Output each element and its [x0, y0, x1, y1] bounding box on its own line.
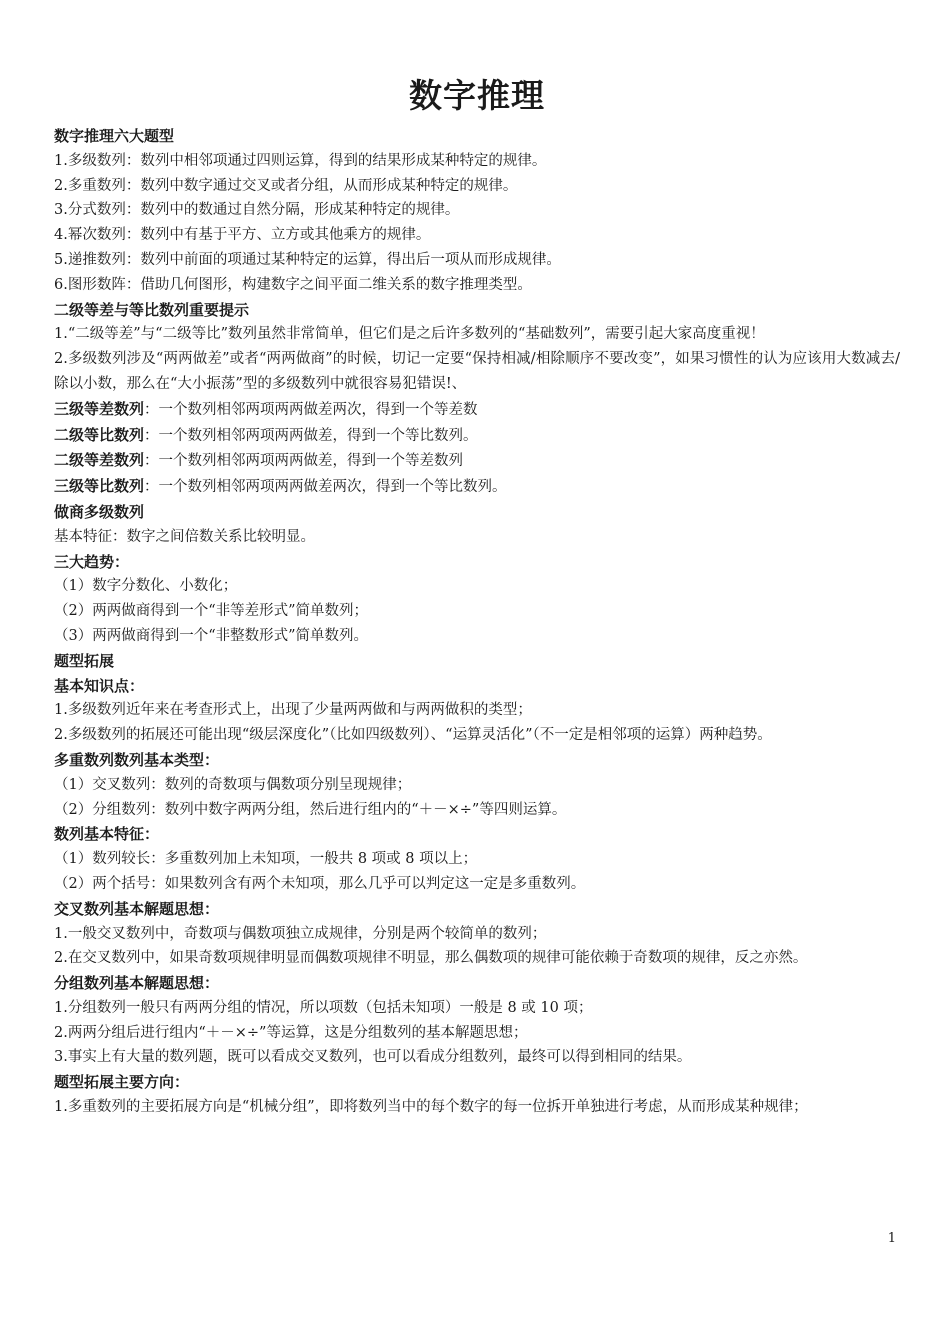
section-cross-sequence-method — [54, 897, 900, 971]
definition-text: ：一个数列相邻两项两两做差两次，得到一个等比数列。 — [144, 479, 507, 496]
list-item: 2.多重数列：数列中数字通过交叉或者分组，从而形成某种特定的规律。 — [54, 177, 518, 194]
section-extension-directions — [54, 1070, 900, 1120]
document-page — [54, 72, 900, 1120]
section-multi-sequence-types — [54, 748, 900, 822]
list-item: 基本特征：数字之间倍数关系比较明显。 — [54, 528, 315, 545]
definition-term: 二级等比数列 — [54, 425, 145, 444]
list-item: 2.多级数列涉及“两两做差”或者“两两做商”的时候，切记一定要“保持相减/相除顺序不要改变”，如果习惯性的认为应该用大数减去/除以小数，那么在“大小振荡”型的多级数列中就很容易犯错误!、 — [54, 351, 900, 392]
list-item: 1.多级数列近年来在考查形式上，出现了少量两两做和与两两做积的类型； — [54, 702, 532, 719]
section-heading: 三大趋势： — [54, 552, 130, 571]
list-item: 1.分组数列一般只有两两分组的情况，所以项数（包括未知项）一般是 8 或 10 项； — [54, 999, 593, 1016]
section-heading: 数字推理六大题型 — [54, 127, 175, 145]
section-heading: 多重数列数列基本类型： — [54, 750, 220, 769]
list-item: （1）数字分数化、小数化； — [54, 578, 238, 595]
list-item: 2.多级数列的拓展还可能出现“级层深度化”（比如四级数列）、“运算灵活化”（不一定是相邻项的运算）两种趋势。 — [54, 727, 772, 744]
definition-item — [54, 448, 900, 474]
definition-term: 三级等比数列 — [54, 477, 145, 496]
definition-item — [54, 474, 900, 500]
list-item: 1.“二级等差”与“二级等比”数列虽然非常简单，但它们是之后许多数列的“基础数列”，需要引起大家高度重视！ — [54, 326, 765, 343]
section-basic-knowledge — [54, 674, 900, 748]
section-heading: 基本知识点： — [54, 676, 145, 695]
section-heading: 二级等差与等比数列重要提示 — [54, 300, 250, 319]
definition-text: ：一个数列相邻两项两两做差，得到一个等差数列 — [144, 453, 464, 470]
section-three-trends — [54, 550, 900, 649]
section-six-types — [54, 124, 900, 298]
definition-item — [54, 397, 900, 423]
section-type-extension — [54, 649, 900, 674]
list-item: 3.分式数列：数列中的数通过自然分隔，形成某种特定的规律。 — [54, 202, 460, 219]
list-item: 5.递推数列：数列中前面的项通过某种特定的运算，得出后一项从而形成规律。 — [54, 251, 561, 268]
list-item: 2.在交叉数列中，如果奇数项规律明显而偶数项规律不明显，那么偶数项的规律可能依赖于奇数项的规律，反之亦然。 — [54, 950, 808, 967]
definition-text: ：一个数列相邻两项两两做差，得到一个等比数列。 — [144, 427, 478, 444]
section-heading: 做商多级数列 — [54, 502, 145, 521]
section-heading: 题型拓展 — [54, 651, 115, 670]
section-heading: 数列基本特征： — [54, 825, 160, 844]
section-heading: 分组数列基本解题思想： — [54, 974, 220, 993]
section-sequence-features — [54, 822, 900, 896]
list-item: （2）两个括号：如果数列含有两个未知项，那么几乎可以判定这一定是多重数列。 — [54, 875, 586, 892]
list-item: 4.幂次数列：数列中有基于平方、立方或其他乘方的规律。 — [54, 227, 431, 244]
section-heading: 题型拓展主要方向： — [54, 1073, 190, 1092]
list-item: 1.多重数列的主要拓展方向是“机械分组”，即将数列当中的每个数字的每一位拆开单独进行考虑，从而形成某种规律； — [54, 1099, 808, 1116]
list-item: 3.事实上有大量的数列题，既可以看成交叉数列，也可以看成分组数列，最终可以得到相同的结果。 — [54, 1049, 692, 1066]
section-quotient-sequence — [54, 500, 900, 550]
list-item: （1）数列较长：多重数列加上未知项，一般共 8 项或 8 项以上； — [54, 851, 478, 868]
list-item: 2.两两分组后进行组内“＋－×÷”等运算，这是分组数列的基本解题思想； — [54, 1024, 528, 1041]
definition-item — [54, 423, 900, 449]
list-item: 6.图形数阵：借助几何图形，构建数字之间平面二维关系的数字推理类型。 — [54, 276, 532, 293]
list-item: （2）两两做商得到一个“非等差形式”简单数列； — [54, 603, 369, 620]
page-title: 数字推理 — [409, 76, 545, 115]
list-item: 1.一般交叉数列中，奇数项与偶数项独立成规律，分别是两个较简单的数列； — [54, 925, 547, 942]
definition-term: 二级等差数列 — [54, 451, 145, 470]
list-item: （1）交叉数列：数列的奇数项与偶数项分别呈现规律； — [54, 776, 412, 793]
list-item: （3）两两做商得到一个“非整数形式”简单数列。 — [54, 627, 369, 644]
list-item: （2）分组数列：数列中数字两两分组，然后进行组内的“＋－×÷”等四则运算。 — [54, 801, 567, 818]
section-heading: 交叉数列基本解题思想： — [54, 899, 220, 918]
definition-text: ：一个数列相邻两项两两做差两次，得到一个等差数 — [144, 401, 478, 418]
list-item: 1.多级数列：数列中相邻项通过四则运算，得到的结果形成某种特定的规律。 — [54, 152, 547, 169]
section-group-sequence-method — [54, 971, 900, 1070]
page-number: 1 — [887, 1231, 896, 1246]
section-level-two-tips — [54, 298, 900, 500]
definition-term: 三级等差数列 — [54, 399, 145, 418]
